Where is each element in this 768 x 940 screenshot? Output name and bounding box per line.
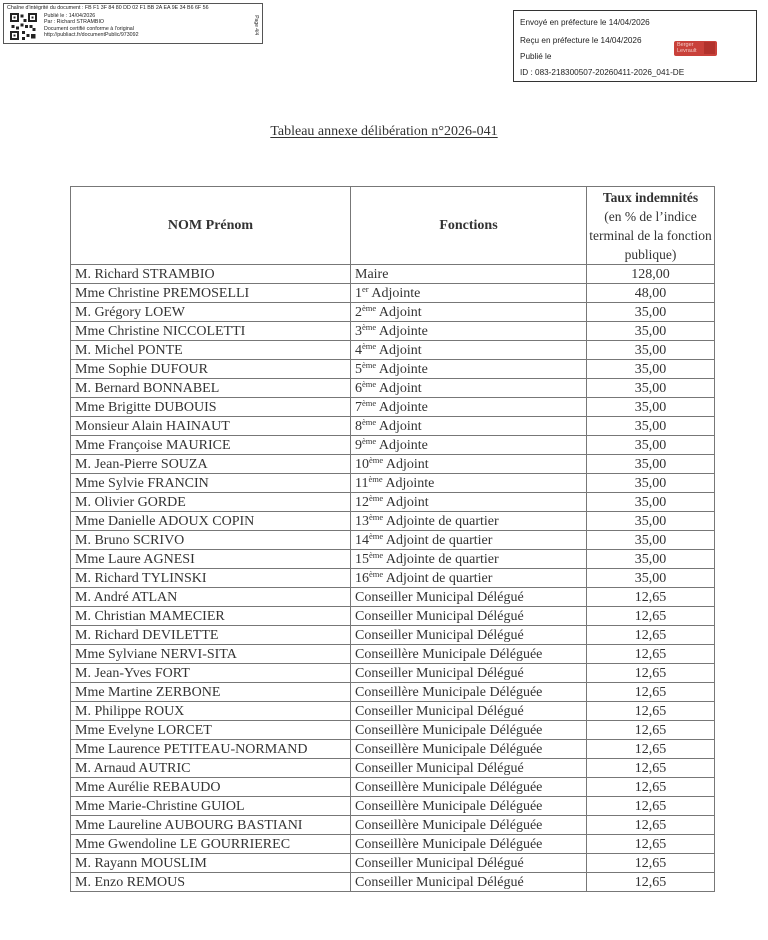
cell-rate: 35,00 bbox=[587, 493, 715, 512]
table-row bbox=[71, 379, 715, 398]
cell-name: M. Grégory LOEW bbox=[71, 303, 351, 322]
function-label: Maire bbox=[355, 266, 389, 282]
function-label: Adjoint de quartier bbox=[383, 570, 493, 586]
table-row bbox=[71, 588, 715, 607]
header-rate bbox=[587, 187, 715, 265]
function-label: Conseillère Municipale Déléguée bbox=[355, 741, 543, 757]
function-rank: 13 bbox=[355, 513, 369, 529]
cell-rate: 12,65 bbox=[587, 664, 715, 683]
function-label: Adjointe de quartier bbox=[383, 551, 499, 567]
page-number: Page 4/4 bbox=[253, 15, 260, 36]
cell-name: Mme Sylviane NERVI-SITA bbox=[71, 645, 351, 664]
cell-function bbox=[351, 550, 587, 569]
table-row bbox=[71, 322, 715, 341]
function-label: Adjoint bbox=[383, 494, 429, 510]
cell-function bbox=[351, 626, 587, 645]
table-row bbox=[71, 398, 715, 417]
cell-name: Mme Laure AGNESI bbox=[71, 550, 351, 569]
cell-name: M. Philippe ROUX bbox=[71, 702, 351, 721]
table-row bbox=[71, 284, 715, 303]
cell-rate: 12,65 bbox=[587, 626, 715, 645]
table-row bbox=[71, 417, 715, 436]
cell-rate: 35,00 bbox=[587, 360, 715, 379]
function-rank: 5 bbox=[355, 361, 362, 377]
function-rank: 6 bbox=[355, 380, 362, 396]
table-row bbox=[71, 341, 715, 360]
cell-name: M. Rayann MOUSLIM bbox=[71, 854, 351, 873]
cell-name: M. Bruno SCRIVO bbox=[71, 531, 351, 550]
cell-rate: 35,00 bbox=[587, 531, 715, 550]
cell-function bbox=[351, 778, 587, 797]
function-label: Adjointe bbox=[376, 437, 428, 453]
cell-name: Mme Laureline AUBOURG BASTIANI bbox=[71, 816, 351, 835]
table-row bbox=[71, 531, 715, 550]
cell-rate: 35,00 bbox=[587, 474, 715, 493]
table-row bbox=[71, 569, 715, 588]
cell-rate: 12,65 bbox=[587, 835, 715, 854]
function-rank-suffix: ème bbox=[368, 473, 383, 484]
function-label: Conseiller Municipal Délégué bbox=[355, 589, 524, 605]
cell-rate: 48,00 bbox=[587, 284, 715, 303]
cell-rate: 35,00 bbox=[587, 436, 715, 455]
cell-rate: 12,65 bbox=[587, 873, 715, 892]
function-label: Conseillère Municipale Déléguée bbox=[355, 817, 543, 833]
cell-rate: 35,00 bbox=[587, 550, 715, 569]
function-rank: 14 bbox=[355, 532, 369, 548]
cell-rate: 12,65 bbox=[587, 588, 715, 607]
header-name: NOM Prénom bbox=[71, 187, 351, 265]
function-label: Adjoint bbox=[383, 456, 429, 472]
cell-function bbox=[351, 645, 587, 664]
table-row bbox=[71, 854, 715, 873]
integrity-chain: Chaîne d'intégrité du document : FB F1 3F 84 80 DD 02 F1 BB 2A EA 9E 34 B6 6F 56 bbox=[7, 5, 209, 11]
function-rank: 4 bbox=[355, 342, 362, 358]
function-rank-suffix: ème bbox=[362, 397, 377, 408]
table-row bbox=[71, 455, 715, 474]
cell-function bbox=[351, 664, 587, 683]
cell-rate: 12,65 bbox=[587, 645, 715, 664]
function-rank-suffix: ème bbox=[369, 549, 384, 560]
integrity-author: Par : Richard STRAMBIO bbox=[44, 19, 105, 26]
function-rank-suffix: er bbox=[362, 283, 369, 294]
cell-rate: 12,65 bbox=[587, 778, 715, 797]
table-row bbox=[71, 436, 715, 455]
cell-function bbox=[351, 607, 587, 626]
cell-function bbox=[351, 683, 587, 702]
table-header-row bbox=[71, 187, 715, 265]
function-rank-suffix: ème bbox=[362, 435, 377, 446]
cell-function bbox=[351, 474, 587, 493]
function-label: Adjointe bbox=[382, 475, 435, 491]
cell-name: Mme Danielle ADOUX COPIN bbox=[71, 512, 351, 531]
cell-function bbox=[351, 588, 587, 607]
header-rate-main: Taux indemnités bbox=[602, 190, 699, 205]
cell-name: Mme Sylvie FRANCIN bbox=[71, 474, 351, 493]
function-label: Conseiller Municipal Délégué bbox=[355, 665, 524, 681]
function-rank-suffix: ème bbox=[369, 568, 384, 579]
function-rank: 3 bbox=[355, 323, 362, 339]
table-row bbox=[71, 493, 715, 512]
cell-rate: 35,00 bbox=[587, 379, 715, 398]
function-label: Adjoint bbox=[376, 380, 422, 396]
cell-rate: 12,65 bbox=[587, 854, 715, 873]
cell-function bbox=[351, 493, 587, 512]
integrity-url[interactable]: http://publiact.fr/documentPublic/973092 bbox=[44, 32, 139, 39]
function-label: Conseiller Municipal Délégué bbox=[355, 760, 524, 776]
table-row bbox=[71, 873, 715, 892]
table-row bbox=[71, 778, 715, 797]
table-row bbox=[71, 797, 715, 816]
function-label: Conseiller Municipal Délégué bbox=[355, 627, 524, 643]
cell-rate: 12,65 bbox=[587, 797, 715, 816]
cell-function bbox=[351, 455, 587, 474]
function-rank-suffix: ème bbox=[369, 530, 384, 541]
function-rank-suffix: ème bbox=[369, 511, 384, 522]
function-rank-suffix: ème bbox=[362, 340, 377, 351]
function-label: Conseiller Municipal Délégué bbox=[355, 608, 524, 624]
cell-name: M. Michel PONTE bbox=[71, 341, 351, 360]
function-rank-suffix: ème bbox=[362, 321, 377, 332]
table-row bbox=[71, 360, 715, 379]
cell-function bbox=[351, 341, 587, 360]
function-label: Adjoint bbox=[376, 304, 422, 320]
cell-rate: 35,00 bbox=[587, 417, 715, 436]
function-rank-suffix: ème bbox=[362, 302, 377, 313]
function-label: Adjoint de quartier bbox=[383, 532, 493, 548]
function-label: Adjoint bbox=[376, 342, 422, 358]
published-label: Publié le bbox=[520, 52, 552, 61]
cell-function bbox=[351, 854, 587, 873]
table-row bbox=[71, 816, 715, 835]
indemnity-table bbox=[70, 186, 715, 892]
berger-levrault-logo bbox=[674, 41, 717, 56]
function-rank: 16 bbox=[355, 570, 369, 586]
cell-function bbox=[351, 512, 587, 531]
cell-rate: 35,00 bbox=[587, 512, 715, 531]
cell-name: M. Arnaud AUTRIC bbox=[71, 759, 351, 778]
function-label: Conseillère Municipale Déléguée bbox=[355, 836, 543, 852]
cell-name: M. Enzo REMOUS bbox=[71, 873, 351, 892]
logo-mark-icon bbox=[704, 42, 715, 54]
function-label: Adjoint bbox=[376, 418, 422, 434]
cell-function bbox=[351, 303, 587, 322]
cell-name: Monsieur Alain HAINAUT bbox=[71, 417, 351, 436]
cell-name: M. Christian MAMECIER bbox=[71, 607, 351, 626]
cell-name: Mme Sophie DUFOUR bbox=[71, 360, 351, 379]
cell-function bbox=[351, 816, 587, 835]
cell-function bbox=[351, 360, 587, 379]
table-row bbox=[71, 550, 715, 569]
function-rank-suffix: ème bbox=[369, 454, 384, 465]
act-id: ID : 083-218300507-20260411-2026_041-DE bbox=[520, 68, 685, 77]
cell-function bbox=[351, 379, 587, 398]
table-row bbox=[71, 512, 715, 531]
qr-code-icon bbox=[10, 13, 37, 40]
function-label: Adjointe bbox=[376, 399, 428, 415]
cell-rate: 35,00 bbox=[587, 341, 715, 360]
cell-name: M. André ATLAN bbox=[71, 588, 351, 607]
table-row bbox=[71, 835, 715, 854]
cell-rate: 35,00 bbox=[587, 455, 715, 474]
cell-function bbox=[351, 835, 587, 854]
function-label: Conseillère Municipale Déléguée bbox=[355, 779, 543, 795]
cell-name: Mme Marie-Christine GUIOL bbox=[71, 797, 351, 816]
function-rank: 12 bbox=[355, 494, 369, 510]
function-label: Adjointe bbox=[368, 285, 421, 301]
table-row bbox=[71, 265, 715, 284]
cell-function bbox=[351, 759, 587, 778]
cell-function bbox=[351, 417, 587, 436]
cell-function bbox=[351, 398, 587, 417]
logo-line1: Berger bbox=[677, 42, 694, 48]
cell-name: M. Richard TYLINSKI bbox=[71, 569, 351, 588]
cell-name: Mme Brigitte DUBOUIS bbox=[71, 398, 351, 417]
function-rank-suffix: ème bbox=[362, 359, 377, 370]
table-row bbox=[71, 721, 715, 740]
cell-rate: 35,00 bbox=[587, 322, 715, 341]
cell-function bbox=[351, 797, 587, 816]
cell-rate: 12,65 bbox=[587, 721, 715, 740]
function-label: Adjointe bbox=[376, 323, 428, 339]
cell-rate: 12,65 bbox=[587, 607, 715, 626]
table-row bbox=[71, 759, 715, 778]
function-label: Adjointe de quartier bbox=[383, 513, 499, 529]
table-row bbox=[71, 664, 715, 683]
function-label: Conseillère Municipale Déléguée bbox=[355, 798, 543, 814]
cell-rate: 128,00 bbox=[587, 265, 715, 284]
table-row bbox=[71, 607, 715, 626]
function-label: Conseillère Municipale Déléguée bbox=[355, 684, 543, 700]
logo-line2: Levrault bbox=[677, 48, 697, 54]
document-title bbox=[0, 124, 768, 140]
function-rank-suffix: ème bbox=[362, 416, 377, 427]
cell-rate: 12,65 bbox=[587, 740, 715, 759]
prefecture-stamp bbox=[513, 10, 757, 82]
function-rank-suffix: ème bbox=[369, 492, 384, 503]
cell-function bbox=[351, 284, 587, 303]
cell-name: Mme Laurence PETITEAU-NORMAND bbox=[71, 740, 351, 759]
cell-rate: 12,65 bbox=[587, 683, 715, 702]
cell-function bbox=[351, 740, 587, 759]
cell-rate: 35,00 bbox=[587, 569, 715, 588]
cell-function bbox=[351, 531, 587, 550]
cell-name: Mme Françoise MAURICE bbox=[71, 436, 351, 455]
cell-function bbox=[351, 569, 587, 588]
integrity-published: Publié le : 14/04/2026 bbox=[44, 13, 96, 19]
cell-name: M. Jean-Pierre SOUZA bbox=[71, 455, 351, 474]
function-rank: 8 bbox=[355, 418, 362, 434]
header-rate-sub: (en % de l’indice terminal de la fonction publique) bbox=[589, 209, 712, 262]
cell-function bbox=[351, 322, 587, 341]
cell-function bbox=[351, 436, 587, 455]
table-row bbox=[71, 740, 715, 759]
table-row bbox=[71, 702, 715, 721]
function-rank: 9 bbox=[355, 437, 362, 453]
cell-name: M. Olivier GORDE bbox=[71, 493, 351, 512]
table-row bbox=[71, 683, 715, 702]
integrity-certified: Document certifié conforme à l'original bbox=[44, 25, 134, 32]
table-row bbox=[71, 474, 715, 493]
cell-rate: 12,65 bbox=[587, 759, 715, 778]
cell-rate: 35,00 bbox=[587, 398, 715, 417]
cell-name: Mme Evelyne LORCET bbox=[71, 721, 351, 740]
function-rank-suffix: ème bbox=[362, 378, 377, 389]
cell-name: M. Bernard BONNABEL bbox=[71, 379, 351, 398]
cell-name: M. Richard STRAMBIO bbox=[71, 265, 351, 284]
function-label: Conseiller Municipal Délégué bbox=[355, 874, 524, 890]
function-rank: 11 bbox=[355, 475, 369, 491]
cell-function bbox=[351, 721, 587, 740]
cell-function bbox=[351, 873, 587, 892]
cell-name: Mme Aurélie REBAUDO bbox=[71, 778, 351, 797]
function-label: Conseiller Municipal Délégué bbox=[355, 703, 524, 719]
function-rank: 7 bbox=[355, 399, 362, 415]
cell-name: Mme Christine PREMOSELLI bbox=[71, 284, 351, 303]
cell-rate: 12,65 bbox=[587, 816, 715, 835]
function-label: Conseillère Municipale Déléguée bbox=[355, 646, 543, 662]
table-row bbox=[71, 626, 715, 645]
function-rank: 2 bbox=[355, 304, 362, 320]
function-rank: 10 bbox=[355, 456, 369, 472]
function-rank: 15 bbox=[355, 551, 369, 567]
function-label: Conseillère Municipale Déléguée bbox=[355, 722, 543, 738]
integrity-stamp bbox=[3, 3, 263, 44]
cell-name: Mme Christine NICCOLETTI bbox=[71, 322, 351, 341]
cell-rate: 12,65 bbox=[587, 702, 715, 721]
cell-rate: 35,00 bbox=[587, 303, 715, 322]
document-title-text: Tableau annexe délibération n°2026-041 bbox=[270, 124, 498, 139]
table-body bbox=[71, 265, 715, 892]
table-row bbox=[71, 645, 715, 664]
cell-function bbox=[351, 265, 587, 284]
header-function: Fonctions bbox=[351, 187, 587, 265]
cell-function bbox=[351, 702, 587, 721]
cell-name: M. Richard DEVILETTE bbox=[71, 626, 351, 645]
cell-name: M. Jean-Yves FORT bbox=[71, 664, 351, 683]
received-date: Reçu en préfecture le 14/04/2026 bbox=[520, 36, 642, 45]
sent-date: Envoyé en préfecture le 14/04/2026 bbox=[520, 18, 650, 27]
function-label: Adjointe bbox=[376, 361, 428, 377]
function-rank: 1 bbox=[355, 285, 362, 301]
cell-name: Mme Gwendoline LE GOURRIEREC bbox=[71, 835, 351, 854]
table-row bbox=[71, 303, 715, 322]
function-label: Conseiller Municipal Délégué bbox=[355, 855, 524, 871]
cell-name: Mme Martine ZERBONE bbox=[71, 683, 351, 702]
